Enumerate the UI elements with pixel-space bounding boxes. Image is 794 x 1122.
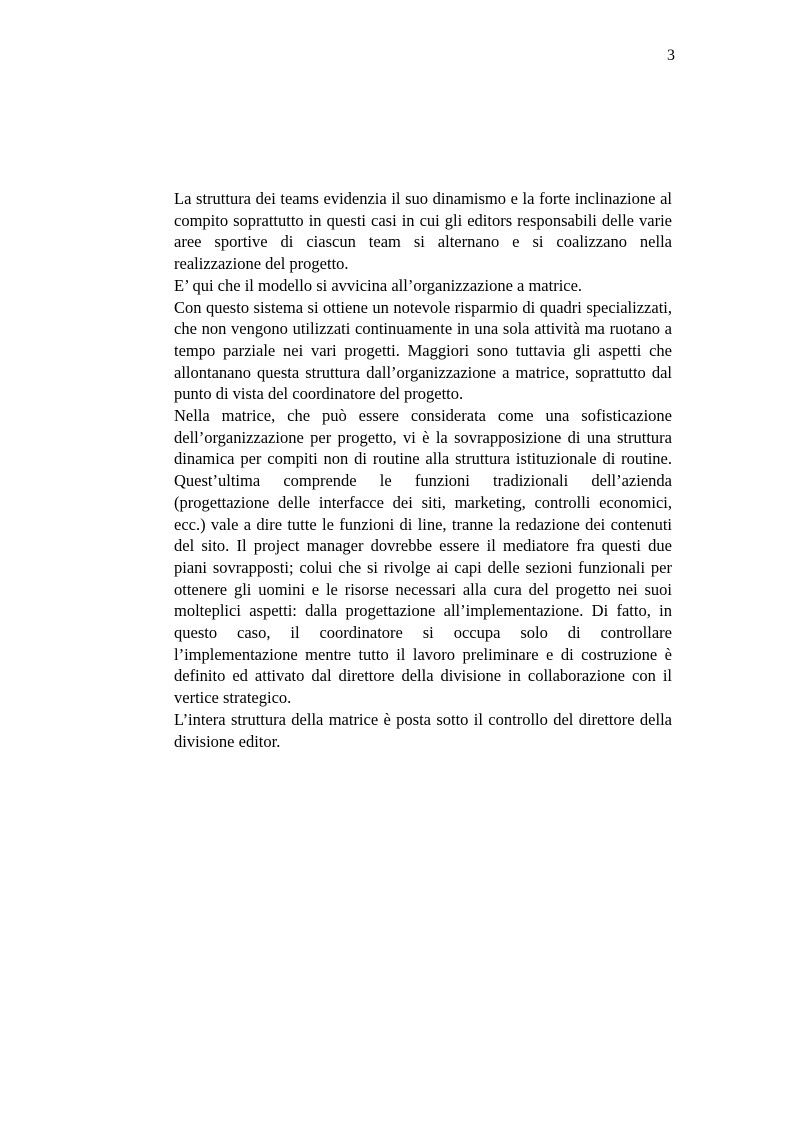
paragraph-savings: Con questo sistema si ottiene un notevole risparmio di quadri specializzati, che non vengono utilizzati continuamente in una sola attività ma ruotano a tempo parziale nei vari progetti. Maggiori sono tuttavia gli aspetti che allontanano questa struttura dall’organizzazione a matrice, soprattutto dal punto di vista del coordinatore del progetto. <box>174 297 672 404</box>
paragraph-matrix-definition: Nella matrice, che può essere considerata come una sofisticazione dell’organizzazione per progetto, vi è la sovrapposizione di una struttura dinamica per compiti non di routine alla struttura istituzionale di routine. Quest’ultima comprende le funzioni tradizionali dell’azienda (progettazione delle interfacce dei siti, marketing, controlli economici, ecc.) vale a dire tutte le funzioni di line, tranne la redazione dei contenuti del sito. Il project manager dovrebbe essere il mediatore fra questi due piani sovrapposti; colui che si rivolge ai capi delle sezioni funzionali per ottenere gli uomini e le risorse necessari alla cura del progetto nei suoi molteplici aspetti: dalla progettazione all’implementazione. Di fatto, in questo caso, il coordinatore si occupa solo di controllare l’implementazione mentre tutto il lavoro preliminare e di costruzione è definito ed attivato dal direttore della divisione in collaborazione con il vertice strategico. <box>174 406 672 708</box>
paragraph-matrix-approach: E’ qui che il modello si avvicina all’organizzazione a matrice. <box>174 275 583 295</box>
paragraph-teams-dynamism: La struttura dei teams evidenzia il suo dinamismo e la forte inclinazione al compito soprattutto in questi casi in cui gli editors responsabili delle varie aree sportive di ciascun team si alternano e si coalizzano nella realizzazione del progetto. <box>174 189 672 274</box>
body-text <box>174 188 672 752</box>
page-number: 3 <box>667 47 675 64</box>
paragraph-matrix-control: L’intera struttura della matrice è posta sotto il controllo del direttore della divisione editor. <box>174 709 672 751</box>
